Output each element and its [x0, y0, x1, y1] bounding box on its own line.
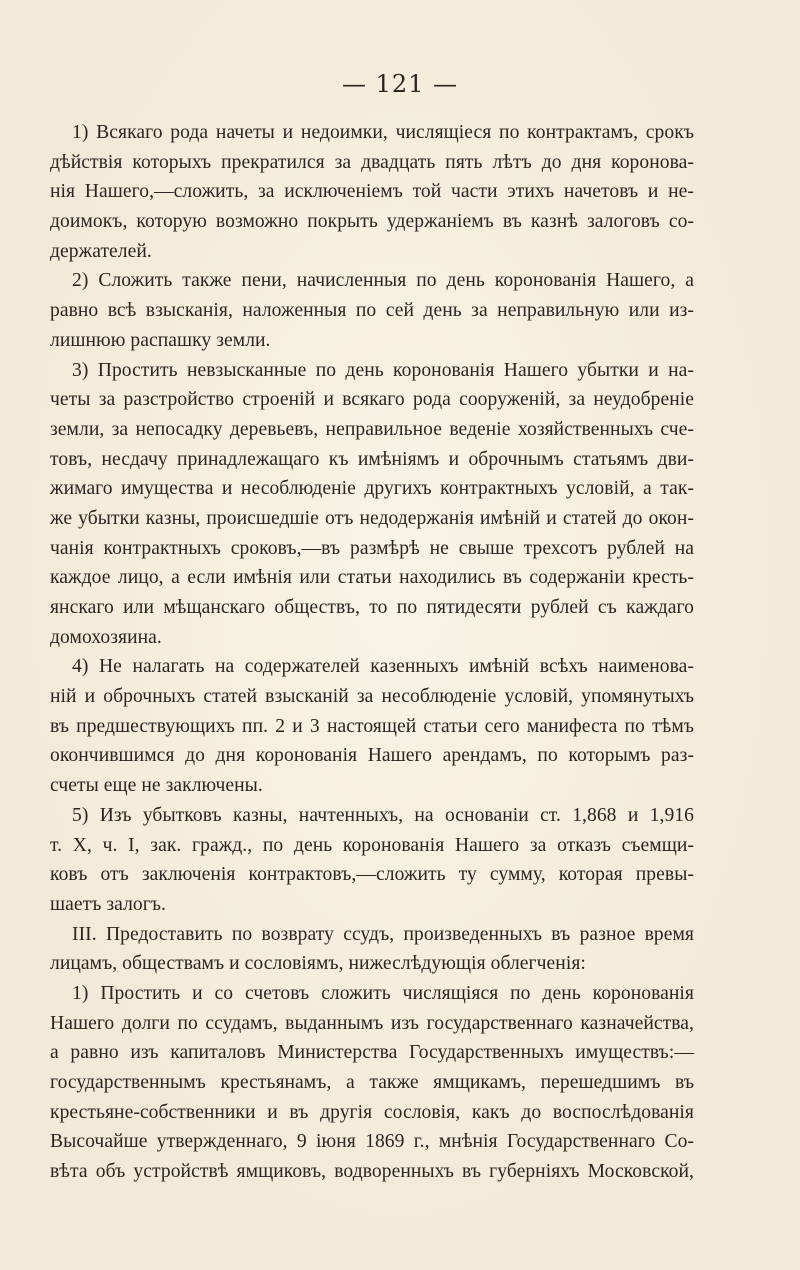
text-line: 4) Не налагать на содержателей казенныхъ имѣній всѣхъ наименова-: [72, 656, 694, 678]
text-line: лишнюю распашку земли.: [50, 329, 271, 351]
text-line: окончившимся до дня коронованія Нашего арендамъ, по которымъ раз-: [50, 745, 694, 767]
text-line: жимаго имущества и несоблюденіе другихъ контрактныхъ условій, а так-: [50, 478, 694, 500]
text-line: шаетъ залогъ.: [50, 893, 166, 915]
text-line: янскаго или мѣщанскаго обществъ, то по пятидесяти рублей съ каждаго: [50, 597, 694, 618]
text-line: товъ, несдачу принадлежащаго къ имѣніямъ и оброчнымъ статьямъ дви-: [50, 448, 694, 470]
text-line: лицамъ, обществамъ и сословіямъ, нижеслѣдующія облегченія:: [50, 953, 586, 975]
text-line: въ предшествующихъ пп. 2 и 3 настоящей статьи сего манифеста по тѣмъ: [50, 715, 694, 737]
text-line: равно всѣ взысканія, наложенныя по сей день за неправильную или из-: [50, 300, 694, 322]
text-line: каждое лицо, а если имѣнія или статьи находились въ содержаніи кресть-: [50, 567, 694, 589]
text-line: государственнымъ крестьянамъ, а также ямщикамъ, перешедшимъ въ: [50, 1072, 694, 1093]
text-line: а равно изъ капиталовъ Министерства Государственныхъ имуществъ:—: [50, 1042, 694, 1064]
text-line: 2) Сложить также пени, начисленныя по день коронованія Нашего, а: [72, 270, 694, 292]
text-line: чанія контрактныхъ сроковъ,—въ размѣрѣ не свыше трехсотъ рублей на: [50, 537, 694, 559]
text-line: держателей.: [50, 240, 152, 262]
text-line: же убытки казны, происшедшіе отъ недодержанія имѣній и статей до окон-: [50, 507, 694, 529]
text-line: 1) Всякаго рода начеты и недоимки, числящіеся по контрактамъ, срокъ: [72, 122, 694, 143]
page-number: — 121 —: [341, 70, 459, 98]
text-line: ковъ отъ заключенія контрактовъ,—сложить ту сумму, которая превы-: [50, 864, 694, 886]
text-line: III. Предоставить по возврату ссудъ, произведенныхъ въ разное время: [72, 923, 694, 945]
text-line: вѣта объ устройствѣ ямщиковъ, водворенныхъ въ губерніяхъ Московской,: [50, 1161, 694, 1183]
text-line: 5) Изъ убытковъ казны, начтенныхъ, на основаніи ст. 1,868 и 1,916: [72, 804, 694, 826]
text-line: 3) Простить невзысканные по день коронованія Нашего убытки и на-: [72, 359, 694, 381]
text-line: земли, за непосадку деревьевъ, неправильное веденіе хозяйственныхъ сче-: [50, 418, 694, 440]
text-line: т. X, ч. I, зак. гражд., по день коронованія Нашего за отказъ съемщи-: [50, 834, 694, 856]
text-line: доимокъ, которую возможно покрыть удержаніемъ въ казнѣ залоговъ со-: [50, 211, 694, 233]
text-line: домохозяина.: [50, 626, 162, 648]
text-line: 1) Простить и со счетовъ сложить числящіяся по день коронованія: [72, 982, 694, 1004]
text-line: четы за разстройство строеній и всякаго рода сооруженій, за неудобреніе: [50, 389, 694, 411]
text-line: дѣйствія которыхъ прекратился за двадцать пять лѣтъ до дня коронова-: [50, 151, 694, 173]
body-text: [50, 118, 694, 1187]
text-line: нія Нашего,—сложить, за исключеніемъ той части этихъ начетовъ и не-: [50, 181, 694, 203]
text-line: крестьяне-собственники и въ другія сословія, какъ до воспослѣдованія: [50, 1101, 694, 1123]
text-line: Высочайше утвержденнаго, 9 іюня 1869 г., мнѣнія Государственнаго Со-: [50, 1131, 694, 1153]
text-line: Нашего долги по ссудамъ, выданнымъ изъ государственнаго казначейства,: [50, 1012, 694, 1034]
text-line: счеты еще не заключены.: [50, 775, 263, 797]
text-line: ній и оброчныхъ статей взысканій за несоблюденіе условій, упомянутыхъ: [50, 686, 694, 708]
